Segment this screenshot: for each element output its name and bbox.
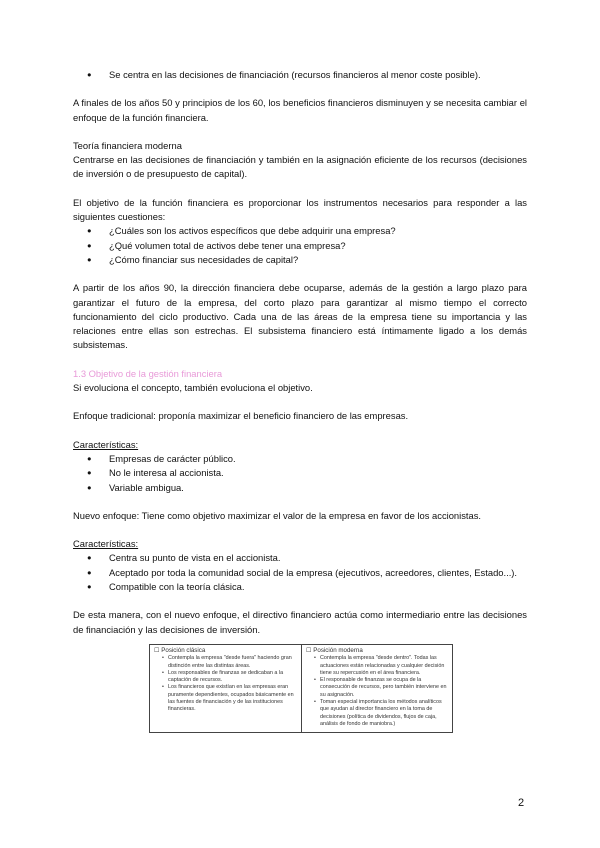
modern-theory-title: Teoría financiera moderna (73, 139, 182, 151)
table-item: • Toman especial importancia los métodos analíticos que ayudan al director financiero en la toma de decisiones (política de dividendos, flujos de caja, análisis de fondo de maniobra.) (306, 699, 448, 728)
list-item: ● ¿Cómo financiar sus necesidades de capital? (73, 253, 527, 267)
modern-position-column (301, 645, 452, 732)
funding-bullet-list (73, 68, 527, 82)
document-body (73, 68, 527, 733)
classic-position-column (150, 645, 301, 732)
list-item: ● ¿Cuáles son los activos específicos que debe adquirir una empresa? (73, 224, 527, 238)
section-heading: 1.3 Objetivo de la gestión financiera (73, 367, 223, 379)
list-item: ● Aceptado por toda la comunidad social de la empresa (ejecutivos, acreedores, clientes, Estado...). (73, 566, 527, 580)
list-item: ● Compatible con la teoría clásica. (73, 580, 527, 594)
paragraph-50s-60s: A finales de los años 50 y principios de los 60, los beneficios financieros disminuyen y se necesita cambiar el enfoque de la función financiera. (73, 97, 527, 123)
traditional-approach: Enfoque tradicional: proponía maximizar el beneficio financiero de las empresas. (73, 410, 409, 422)
questions-list (73, 224, 527, 267)
list-item: ● ¿Qué volumen total de activos debe tener una empresa? (73, 239, 527, 253)
list-item: ● No le interesa al accionista. (73, 466, 527, 480)
new-approach: Nuevo enfoque: Tiene como objetivo maximizar el valor de la empresa en favor de los accionistas. (73, 509, 482, 521)
comparison-table (149, 644, 453, 733)
objective-intro: El objetivo de la función financiera es proporcionar los instrumentos necesarios para responder a las siguientes cuestiones: (73, 196, 527, 223)
table-item: • Contempla la empresa "desde fuera" haciendo gran distinción entre las distintas áreas. (154, 655, 297, 670)
page-number: 2 (518, 797, 525, 809)
table-item: • El responsable de finanzas se ocupa de la consecución de recursos, pero también interviene en su asignación. (306, 677, 448, 699)
conclusion-paragraph: De esta manera, con el nuevo enfoque, el directivo financiero actúa como intermediario entre las decisiones de financiación y las decisiones de inversión. (73, 609, 527, 635)
table-item: • Contempla la empresa "desde dentro". Todas las actuaciones están relacionadas y cualquier decisión tiene su repercusión en el área financiera. (306, 655, 448, 677)
modern-theory-text: Centrarse en las decisiones de financiación y también en la asignación eficiente de los recursos (decisiones de inversión o de presupuesto de capital). (73, 154, 527, 180)
traditional-characteristics-label: Características: (73, 438, 139, 450)
new-characteristics-label: Características: (73, 538, 139, 550)
table-item: • Los financieros que existían en las empresas eran puramente dependientes, ocupados básicamente en las fuentes de financiación y de las instituciones financieras. (154, 684, 297, 713)
section-intro: Si evoluciona el concepto, también evoluciona el objetivo. (73, 382, 313, 394)
list-item: ● Se centra en las decisiones de financiación (recursos financieros al menor coste posible). (73, 68, 527, 82)
traditional-characteristics-list (73, 452, 527, 495)
new-characteristics-list (73, 551, 527, 594)
list-item: ● Centra su punto de vista en el accionista. (73, 551, 527, 565)
table-item: • Los responsables de finanzas se dedicaban a la captación de recursos. (154, 670, 297, 685)
paragraph-90s: A partir de los años 90, la dirección financiera debe ocuparse, además de la gestión a largo plazo para garantizar el futuro de la empresa, del corto plazo para garantizar al mismo tiempo el correcto funcionamiento del ciclo productivo. Cada una de las áreas de la empresa tiene su importancia y las relaciones entre ellas son estrechas. El subsistema financiero está íntimamente ligado a los demás subsistemas. (73, 282, 527, 351)
modern-position-title: ☐ Posición moderna (306, 646, 363, 654)
classic-position-title: ☐ Posición clásica (154, 646, 206, 654)
list-item: ● Variable ambigua. (73, 481, 527, 495)
list-item: ● Empresas de carácter público. (73, 452, 527, 466)
